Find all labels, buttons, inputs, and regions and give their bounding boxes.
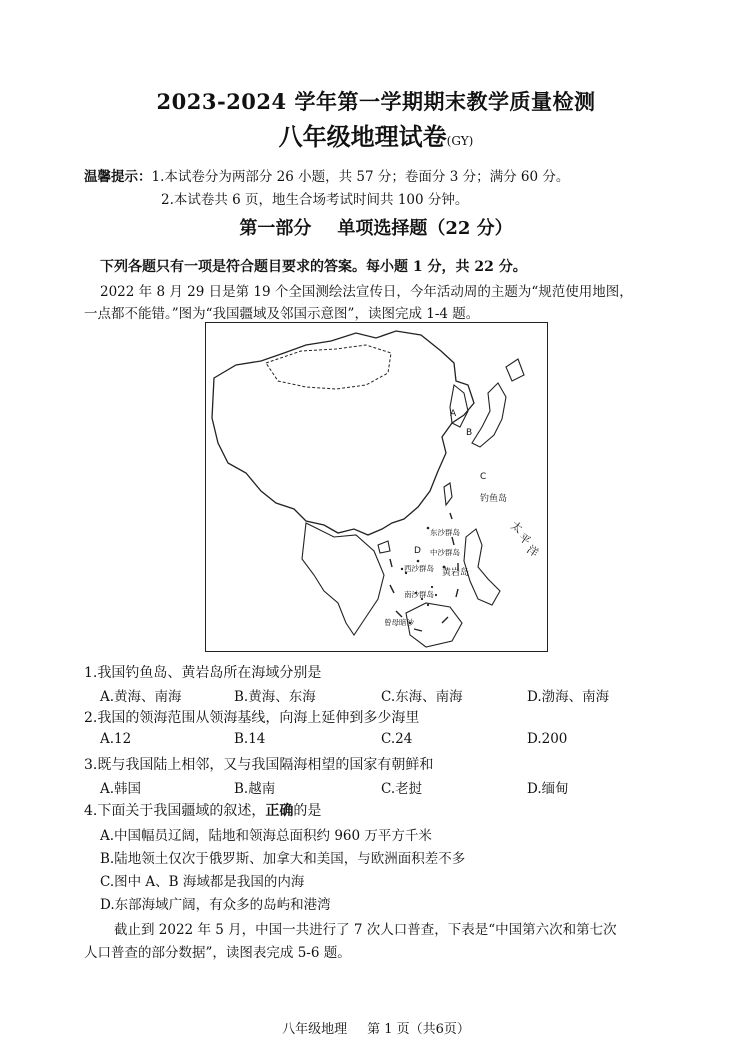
map-drawing (206, 323, 546, 650)
question-4-stem-emphasis: 正确 (265, 803, 294, 819)
question-4-stem-pre: 4.下面关于我国疆域的叙述， (84, 803, 266, 819)
question-3-option-d: D.缅甸 (527, 781, 569, 797)
question-2-option-a: A.12 (100, 731, 132, 747)
tips-text-2: 2.本试卷共 6 页，地生合场考试时间共 100 分钟。 (161, 192, 469, 208)
territory-map (205, 322, 548, 652)
question-1-option-d: D.渤海、南海 (527, 689, 610, 705)
scs-island-dots (401, 527, 446, 624)
exam-title: 2023-2024 学年第一学期期末教学质量检测 (156, 89, 596, 114)
map-label-c: C (480, 472, 487, 482)
question-2-option-c: C.24 (381, 731, 413, 747)
intro-line-2: 一点都不能错。”图为“我国疆域及邻国示意图”，读图完成 1-4 题。 (84, 306, 480, 322)
korea-outline (450, 385, 468, 427)
indochina-outline (302, 523, 384, 635)
question-4-option-b: B.陆地领土仅次于俄罗斯、加拿大和美国，与欧洲面积差不多 (100, 851, 466, 867)
map-label-dongsha: 东沙群岛 (430, 528, 460, 537)
question-1-stem: 1.我国钓鱼岛、黄岩岛所在海域分别是 (84, 665, 322, 681)
paper-title-text: 八年级地理试卷 (278, 122, 447, 151)
part-heading-b: 单项选择题（22 分） (337, 218, 513, 239)
intro-line-1: 2022 年 8 月 29 日是第 19 个全国测绘法宣传日，今年活动周的主题为“规范使用地图， (100, 284, 633, 300)
question-1-option-b: B.黄海、东海 (234, 689, 316, 705)
question-1-option-a: A.黄海、南海 (100, 689, 182, 705)
japan-outline (472, 359, 524, 447)
question-4-stem-post: 的是 (293, 803, 322, 819)
tips-text-1: 1.本试卷分为两部分 26 小题，共 57 分；卷面分 3 分；满分 60 分。 (151, 169, 570, 185)
map-label-zhongsha: 中沙群岛 (430, 548, 460, 557)
map-label-zengmu: 曾母暗沙 (384, 618, 414, 627)
map-label-xisha: 西沙群岛 (404, 564, 434, 573)
question-3-option-a: A.韩国 (100, 781, 142, 797)
closing-line-2: 人口普查的部分数据”，读图表完成 5-6 题。 (84, 945, 351, 961)
question-2-stem: 2.我国的领海范围从领海基线，向海上延伸到多少海里 (84, 710, 420, 726)
part-heading-a: 第一部分 (239, 218, 312, 239)
question-3-option-c: C.老挝 (381, 781, 423, 797)
paper-title (0, 117, 752, 152)
question-3-stem: 3.既与我国陆上相邻，又与我国隔海相望的国家有朝鲜和 (84, 757, 434, 773)
tips-label: 温馨提示： (84, 169, 152, 185)
map-label-b: B (466, 428, 473, 438)
map-label-nansha: 南沙群岛 (404, 590, 434, 599)
page-footer (0, 1018, 752, 1037)
map-label-huangyan: 黄岩岛 (442, 568, 470, 578)
mongolia-outline (266, 345, 391, 389)
paper-tag: (GY) (446, 134, 474, 148)
part-heading (0, 214, 752, 240)
part-instruction: 下列各题只有一项是符合题目要求的答案。每小题 1 分，共 22 分。 (100, 259, 527, 275)
map-label-a: A (450, 409, 457, 419)
question-3-option-b: B.越南 (234, 781, 276, 797)
question-4-stem (84, 800, 321, 820)
map-label-pacific-2: 平 (516, 530, 533, 548)
footer-page: 第 1 页（共6页） (367, 1022, 470, 1037)
china-outline (212, 331, 474, 535)
question-4-option-d: D.东部海域广阔，有众多的岛屿和港湾 (100, 897, 331, 913)
map-label-d: D (414, 546, 421, 556)
question-4-option-c: C.图中 A、B 海域都是我国的内海 (100, 874, 305, 890)
hainan-outline (378, 541, 390, 553)
closing-line-1: 截止到 2022 年 5 月，中国一共进行了 7 次人口普查，下表是“中国第六次和第七次 (114, 922, 617, 938)
map-label-pacific-1: 太 (508, 518, 525, 536)
question-2-option-d: D.200 (527, 731, 568, 747)
taiwan-outline (444, 483, 452, 505)
footer-subject: 八年级地理 (282, 1022, 348, 1037)
philippines-outline (464, 529, 500, 605)
borneo-outline (406, 603, 462, 647)
question-4-option-a: A.中国幅员辽阔，陆地和领海总面积约 960 万平方千米 (100, 828, 432, 844)
map-label-pacific-3: 洋 (524, 542, 541, 560)
question-2-option-b: B.14 (234, 731, 266, 747)
tips-line-1 (84, 165, 569, 185)
map-label-diaoyu: 钓鱼岛 (480, 494, 508, 504)
question-1-option-c: C.东海、南海 (381, 689, 463, 705)
